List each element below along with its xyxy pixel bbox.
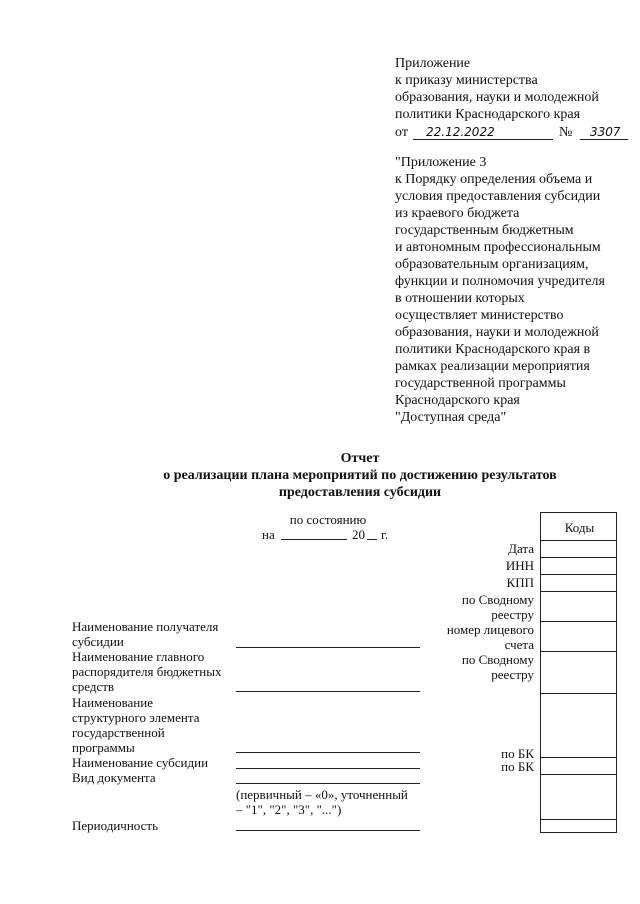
code-cell-account[interactable] <box>541 621 616 622</box>
code-label-registry2: по Сводному <box>461 652 534 667</box>
code-label-registry: реестру <box>491 607 534 622</box>
code-label-registry: по Сводному <box>461 592 534 607</box>
appendix3-line: государственной программы <box>395 376 566 391</box>
appendix3-line: политики Краснодарского края в <box>395 342 591 357</box>
field-label-structure: государственной <box>72 725 165 740</box>
periodicity-input[interactable] <box>236 830 420 831</box>
field-label-manager: распорядителя бюджетных <box>72 664 222 679</box>
as-of-date-field[interactable] <box>281 539 347 540</box>
appendix3-line: условия предоставления субсидии <box>395 189 601 204</box>
appendix-text: политики Краснодарского края <box>395 107 581 122</box>
appendix3-line: осуществляет министерство <box>395 308 564 323</box>
field-label-doctype: Вид документа <box>72 770 156 785</box>
code-cell-inn[interactable] <box>541 557 616 558</box>
doctype-hint: – "1", "2", "3", "...") <box>236 802 342 817</box>
appendix3-line: Краснодарского края <box>395 393 520 408</box>
report-subtitle: о реализации плана мероприятий по достижению результатов <box>163 468 557 483</box>
appendix3-line: рамках реализации мероприятия <box>395 359 590 374</box>
appendix3-line: образования, науки и молодежной <box>395 325 599 340</box>
field-label-recipient: Наименование получателя <box>72 619 219 634</box>
field-label-manager: Наименование главного <box>72 649 205 664</box>
number-label: № <box>559 125 573 140</box>
code-cell-registry[interactable] <box>541 591 616 592</box>
code-cell-bk1[interactable] <box>541 693 616 694</box>
code-cell-doctype[interactable] <box>541 774 616 775</box>
structure-input[interactable] <box>236 752 420 753</box>
appendix3-line: функции и полномочия учредителя <box>395 274 605 289</box>
subsidy-input[interactable] <box>236 768 420 769</box>
as-of-on-label: на <box>262 527 275 542</box>
code-label-inn: ИНН <box>505 558 534 573</box>
appendix3-line: и автономным профессиональным <box>395 240 601 255</box>
appendix3-line: к Порядку определения объема и <box>395 172 593 187</box>
year-field[interactable] <box>367 539 377 540</box>
year-prefix: 20 <box>352 527 365 542</box>
code-label-registry2: реестру <box>491 667 534 682</box>
field-label-recipient: субсидии <box>72 634 124 649</box>
report-title: Отчет <box>340 451 380 466</box>
code-cell-bk2[interactable] <box>541 757 616 758</box>
field-label-structure: структурного элемента <box>72 710 200 725</box>
appendix-text: образования, науки и молодежной <box>395 90 599 105</box>
appendix3-line: "Доступная среда" <box>395 410 507 425</box>
code-cell-registry2[interactable] <box>541 651 616 652</box>
from-label: от <box>395 125 408 140</box>
appendix3-line: образовательным организациям, <box>395 257 589 272</box>
code-label-date: Дата <box>508 541 534 556</box>
report-subtitle: предоставления субсидии <box>278 485 442 500</box>
manager-input[interactable] <box>236 691 420 692</box>
code-label-account: счета <box>504 637 534 652</box>
codes-header: Коды <box>564 520 595 535</box>
appendix3-line: в отношении которых <box>395 291 525 306</box>
field-label-structure: программы <box>72 740 135 755</box>
appendix3-line: из краевого бюджета <box>395 206 520 221</box>
handwritten-number: 3307 <box>590 125 621 139</box>
appendix3-line: государственным бюджетным <box>395 223 574 238</box>
code-cell-kpp[interactable] <box>541 574 616 575</box>
year-suffix: г. <box>381 527 389 542</box>
code-cell-date[interactable] <box>541 540 616 541</box>
field-label-manager: средств <box>72 679 115 694</box>
code-label-account: номер лицевого <box>446 622 534 637</box>
appendix-text: к приказу министерства <box>395 73 538 88</box>
code-label-bk1: по БК <box>501 746 534 761</box>
code-cell-periodicity[interactable] <box>541 819 616 820</box>
field-label-structure: Наименование <box>72 695 153 710</box>
field-label-periodicity: Периодичность <box>72 818 159 833</box>
field-label-subsidy: Наименование субсидии <box>72 755 209 770</box>
code-label-kpp: КПП <box>506 575 534 590</box>
appendix-title: Приложение <box>395 56 471 71</box>
doctype-hint: (первичный – «0», уточненный <box>236 787 408 802</box>
as-of-label: по состоянию <box>289 512 367 527</box>
codes-table <box>540 512 617 833</box>
recipient-input[interactable] <box>236 647 420 648</box>
appendix3-line: "Приложение 3 <box>395 155 487 170</box>
doctype-input[interactable] <box>236 783 420 784</box>
code-label-bk2: по БК <box>501 759 534 774</box>
handwritten-date: 22.12.2022 <box>426 125 495 139</box>
